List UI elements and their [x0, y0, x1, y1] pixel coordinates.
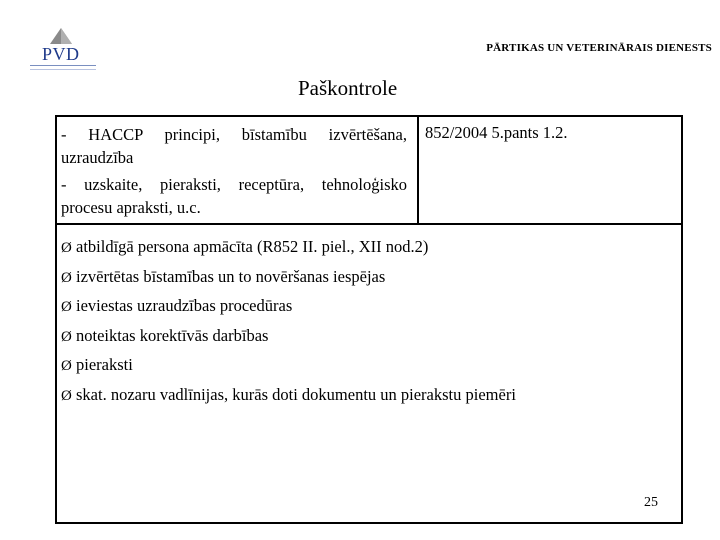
list-item-text: skat. nozaru vadlīnijas, kurās doti dokumentu un pierakstu piemēri [76, 384, 516, 404]
pvd-logo [28, 26, 94, 72]
arrow-bullet-icon: Ø [61, 358, 72, 374]
logo-text: PVD [42, 44, 80, 64]
list-item-text: ieviestas uzraudzības procedūras [76, 296, 293, 315]
list-item [61, 233, 516, 263]
table-left-cell [61, 123, 407, 219]
list-item [61, 351, 516, 381]
table-left-paragraph-1: - HACCP principi, bīstamību izvērtēšana, uzraudzība [61, 125, 407, 167]
list-item-text: pieraksti [76, 355, 133, 374]
arrow-bullet-icon: Ø [61, 328, 72, 345]
content-frame [55, 115, 683, 524]
list-item-text: izvērtētas bīstamības un to novēršanas iespējas [76, 266, 386, 286]
list-item [61, 381, 516, 411]
agency-name: PĀRTIKAS UN VETERINĀRAIS DIENESTS [486, 42, 712, 54]
reference-table [57, 117, 681, 225]
table-divider [417, 117, 419, 223]
logo-underline [30, 65, 96, 70]
arrow-bullet-icon: Ø [61, 387, 72, 404]
bullet-list [61, 233, 516, 410]
page-number: 25 [644, 495, 658, 510]
arrow-bullet-icon: Ø [61, 240, 72, 256]
arrow-bullet-icon: Ø [61, 299, 72, 315]
table-right-cell: 852/2004 5.pants 1.2. [425, 123, 568, 142]
list-item [61, 263, 516, 293]
list-item [61, 322, 516, 352]
list-item [61, 292, 516, 322]
arrow-bullet-icon: Ø [61, 269, 72, 286]
list-item-text: atbildīgā persona apmācīta (R852 II. piel., XII nod.2) [76, 237, 429, 256]
list-item-text: noteiktas korektīvās darbības [76, 325, 269, 345]
slide-title: Paškontrole [298, 76, 398, 100]
table-left-paragraph-2: - uzskaite, pieraksti, receptūra, tehnoloģisko procesu apraksti, u.c. [61, 175, 407, 217]
